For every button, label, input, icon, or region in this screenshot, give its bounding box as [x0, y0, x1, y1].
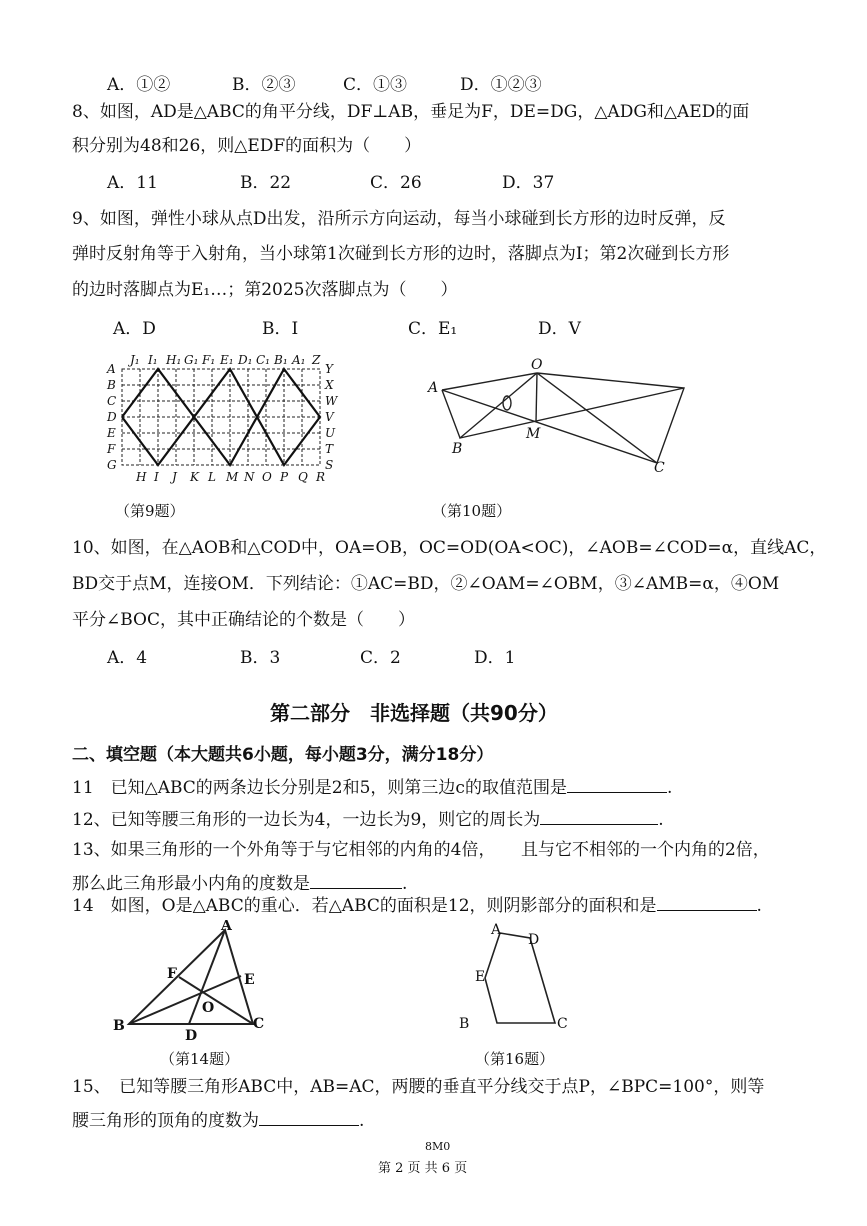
q9-option-a: A．D	[113, 319, 156, 339]
fig9-right-label: W	[325, 394, 338, 408]
fig9-left-label: F	[107, 442, 116, 456]
figure-9-rectangle	[122, 369, 320, 465]
footer-mark: 8M0	[425, 1140, 451, 1153]
fig10-label-a: A	[428, 380, 439, 396]
fig9-bottom-label: I	[154, 470, 159, 484]
fig9-top-label: I₁	[148, 353, 158, 367]
q8-line-2: 积分别为48和26，则△EDF的面积为（ ）	[72, 136, 422, 156]
figure-9-caption: （第9题）	[115, 502, 185, 520]
q9-line-1: 9、如图，弹性小球从点D出发，沿所示方向运动，每当小球碰到长方形的边时反弹，反	[72, 209, 726, 229]
q14-stem: 14 如图，O是△ABC的重心．若△ABC的面积是12，则阴影部分的面积和是	[72, 896, 657, 916]
fig14-label-e: E	[244, 972, 255, 988]
fig9-bottom-label: J	[172, 470, 177, 484]
fig9-bottom-label: H	[136, 470, 147, 484]
q13-period: .	[402, 874, 408, 894]
fig9-top-label: Z	[312, 353, 321, 367]
q11-text	[72, 774, 672, 800]
fig9-top-label: F₁	[202, 353, 216, 367]
pentagon-adcbe	[485, 933, 555, 1023]
q8-line-1: 8、如图，AD是△ABC的角平分线，DF⊥AB，垂足为F，DE=DG，△ADG和△AED的面	[72, 102, 750, 122]
figure-16-caption: （第16题）	[475, 1050, 555, 1068]
q14-period: .	[756, 896, 762, 916]
q7-option-d: D．①②③	[460, 75, 542, 95]
q8-option-b: B．22	[240, 173, 292, 193]
figure-14-diagram	[105, 920, 285, 1045]
fig9-top-label: D₁	[238, 353, 253, 367]
q13-answer-blank[interactable]	[310, 870, 402, 889]
q8-option-a: A．11	[107, 173, 158, 193]
triangle-abc	[129, 930, 253, 1024]
q7-option-b: B．②③	[232, 75, 296, 95]
q7-option-a: A．①②	[107, 75, 171, 95]
fig9-right-label: Y	[325, 362, 333, 376]
fig9-left-label: D	[107, 410, 117, 424]
fig9-right-label: U	[325, 426, 336, 440]
q9-option-c: C．E₁	[408, 319, 458, 339]
fig9-bottom-label: M	[226, 470, 239, 484]
fig10-label-m: M	[526, 426, 541, 442]
fig10-label-c: C	[654, 460, 665, 476]
fig9-right-label: V	[325, 410, 334, 424]
q11-period: .	[666, 778, 673, 798]
fig16-label-d: D	[528, 932, 540, 948]
q10-option-b: B．3	[240, 648, 281, 668]
page-footer: 第 2 页 共 6 页	[378, 1161, 468, 1176]
fig16-label-c: C	[557, 1016, 568, 1032]
fig14-label-f: F	[167, 966, 177, 982]
section-2-heading: 二、填空题（本大题共6小题，每小题3分，满分18分）	[72, 745, 494, 765]
figure-10-diagram	[420, 358, 740, 478]
fig9-bottom-label: P	[280, 470, 289, 484]
figure-9-ball-path	[122, 369, 320, 465]
q12-answer-blank[interactable]	[540, 806, 658, 825]
fig9-left-label: B	[107, 378, 116, 392]
q9-line-2: 弹时反射角等于入射角，当小球第1次碰到长方形的边时，落脚点为I；第2次碰到长方形	[72, 244, 730, 264]
fig9-left-label: A	[107, 362, 116, 376]
q9-option-b: B．I	[262, 319, 299, 339]
q13-line-2: 那么此三角形最小内角的度数是	[72, 874, 310, 894]
fig16-label-e: E	[475, 969, 486, 985]
q8-option-d: D．37	[502, 173, 555, 193]
q9-option-d: D．V	[538, 319, 581, 339]
q12-period: .	[658, 810, 664, 830]
q9-line-3: 的边时落脚点为E₁…；第2025次落脚点为（ ）	[72, 280, 458, 300]
fig9-right-label: X	[325, 378, 334, 392]
fig14-label-a: A	[221, 920, 232, 934]
line-bd	[460, 388, 684, 438]
q15-line-1: 15、 已知等腰三角形ABC中，AB=AC，两腰的垂直平分线交于点P，∠BPC=100°，则等	[72, 1077, 765, 1097]
fig9-bottom-label: R	[316, 470, 326, 484]
figure-10-caption: （第10题）	[432, 502, 512, 520]
fig9-top-label: H₁	[166, 353, 182, 367]
q10-line-1: 10、如图，在△AOB和△COD中，OA=OB，OC=OD(OA<OC)，∠AOB=∠COD=α，直线AC，	[72, 538, 827, 558]
q10-line-3: 平分∠BOC，其中正确结论的个数是（ ）	[72, 610, 415, 630]
q13-line-1: 13、如果三角形的一个外角等于与它相邻的内角的4倍， 且与它不相邻的一个内角的2倍，	[72, 840, 770, 860]
fig9-left-label: G	[107, 458, 117, 472]
q10-option-d: D．1	[474, 648, 516, 668]
fig9-top-label: G₁	[184, 353, 199, 367]
figure-14-caption: （第14题）	[160, 1050, 240, 1068]
fig16-label-b: B	[459, 1016, 470, 1032]
fig14-label-o: O	[202, 1000, 215, 1016]
q15-answer-blank[interactable]	[259, 1107, 359, 1126]
fig9-top-label: A₁	[292, 353, 306, 367]
fig9-bottom-label: Q	[298, 470, 308, 484]
fig10-label-b: B	[452, 441, 463, 457]
fig10-label-o: O	[531, 358, 543, 373]
fig14-label-d: D	[185, 1028, 198, 1044]
fig9-bottom-label: K	[190, 470, 199, 484]
q15-line-2: 腰三角形的顶角的度数为	[72, 1111, 259, 1131]
fig9-bottom-label: L	[208, 470, 216, 484]
q15-line-2-wrap	[72, 1107, 364, 1133]
fig9-top-label: C₁	[256, 353, 270, 367]
q10-option-c: C．2	[360, 648, 401, 668]
q7-option-c: C．①③	[343, 75, 408, 95]
line-om	[536, 373, 537, 422]
part-2-title: 第二部分 非选择题（共90分）	[270, 701, 558, 725]
q14-answer-blank[interactable]	[657, 892, 757, 911]
q10-line-2: BD交于点M，连接OM．下列结论：①AC=BD，②∠OAM=∠OBM，③∠AMB=α，④OM	[72, 574, 780, 594]
fig9-top-label: J₁	[130, 353, 140, 367]
fig9-top-label: E₁	[220, 353, 234, 367]
fig9-top-label: B₁	[274, 353, 288, 367]
median-be	[129, 976, 241, 1024]
q8-option-c: C．26	[370, 173, 422, 193]
q11-stem: 11 已知△ABC的两条边长分别是2和5，则第三边c的取值范围是	[72, 778, 567, 798]
q11-answer-blank[interactable]	[567, 774, 667, 793]
fig9-right-label: S	[325, 458, 334, 472]
fig14-label-b: B	[113, 1018, 125, 1034]
fig9-bottom-label: N	[244, 470, 255, 484]
fig9-bottom-label: O	[262, 470, 272, 484]
fig9-right-label: T	[325, 442, 334, 456]
fig9-left-label: C	[107, 394, 117, 408]
q12-text	[72, 806, 664, 832]
figure-9-grid	[100, 350, 350, 490]
figure-16-diagram	[455, 918, 595, 1043]
q15-period: .	[359, 1111, 365, 1131]
fig16-label-a: A	[491, 922, 502, 938]
triangle-cod	[537, 373, 684, 463]
fig14-label-c: C	[253, 1016, 265, 1032]
q14-text	[72, 892, 762, 918]
fig9-left-label: E	[107, 426, 116, 440]
q10-option-a: A．4	[107, 648, 148, 668]
q12-stem: 12、已知等腰三角形的一边长为4，一边长为9，则它的周长为	[72, 810, 541, 830]
